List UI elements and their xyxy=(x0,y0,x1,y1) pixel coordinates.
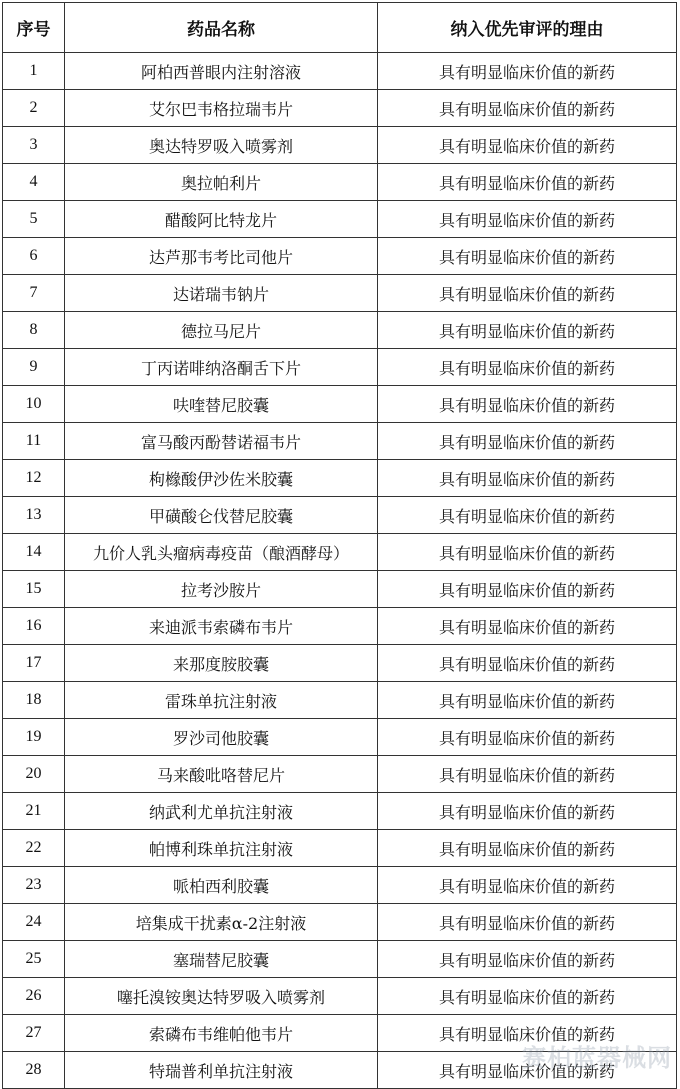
cell-priority-reason: 具有明显临床价值的新药 xyxy=(378,127,677,164)
table-row xyxy=(3,978,677,1015)
cell-drug-name: 呋喹替尼胶囊 xyxy=(65,386,378,423)
cell-serial-number: 5 xyxy=(3,201,65,238)
cell-serial-number: 24 xyxy=(3,904,65,941)
table-row xyxy=(3,571,677,608)
cell-serial-number: 16 xyxy=(3,608,65,645)
cell-priority-reason: 具有明显临床价值的新药 xyxy=(378,164,677,201)
table-row xyxy=(3,201,677,238)
cell-drug-name: 帕博利珠单抗注射液 xyxy=(65,830,378,867)
cell-serial-number: 3 xyxy=(3,127,65,164)
header-priority-reason: 纳入优先审评的理由 xyxy=(378,3,677,53)
table-row xyxy=(3,312,677,349)
cell-drug-name: 马来酸吡咯替尼片 xyxy=(65,756,378,793)
cell-serial-number: 25 xyxy=(3,941,65,978)
table-row xyxy=(3,867,677,904)
table-row xyxy=(3,127,677,164)
cell-priority-reason: 具有明显临床价值的新药 xyxy=(378,238,677,275)
table-row xyxy=(3,1015,677,1052)
cell-priority-reason: 具有明显临床价值的新药 xyxy=(378,645,677,682)
cell-drug-name: 枸橼酸伊沙佐米胶囊 xyxy=(65,460,378,497)
cell-serial-number: 7 xyxy=(3,275,65,312)
table-row xyxy=(3,53,677,90)
cell-serial-number: 1 xyxy=(3,53,65,90)
cell-priority-reason: 具有明显临床价值的新药 xyxy=(378,534,677,571)
table-row xyxy=(3,534,677,571)
table-row xyxy=(3,904,677,941)
cell-serial-number: 17 xyxy=(3,645,65,682)
cell-drug-name: 拉考沙胺片 xyxy=(65,571,378,608)
cell-serial-number: 13 xyxy=(3,497,65,534)
cell-priority-reason: 具有明显临床价值的新药 xyxy=(378,571,677,608)
cell-priority-reason: 具有明显临床价值的新药 xyxy=(378,1052,677,1089)
cell-drug-name: 德拉马尼片 xyxy=(65,312,378,349)
cell-serial-number: 2 xyxy=(3,90,65,127)
drug-priority-table xyxy=(2,2,677,1089)
cell-drug-name: 阿柏西普眼内注射溶液 xyxy=(65,53,378,90)
table-row xyxy=(3,349,677,386)
table-row xyxy=(3,386,677,423)
table-row xyxy=(3,460,677,497)
cell-priority-reason: 具有明显临床价值的新药 xyxy=(378,423,677,460)
table-row xyxy=(3,830,677,867)
table-row xyxy=(3,497,677,534)
cell-drug-name: 特瑞普利单抗注射液 xyxy=(65,1052,378,1089)
cell-serial-number: 12 xyxy=(3,460,65,497)
cell-priority-reason: 具有明显临床价值的新药 xyxy=(378,682,677,719)
cell-priority-reason: 具有明显临床价值的新药 xyxy=(378,978,677,1015)
cell-serial-number: 26 xyxy=(3,978,65,1015)
cell-serial-number: 22 xyxy=(3,830,65,867)
watermark-text: 赛柏蓝器械网 xyxy=(522,1044,672,1072)
cell-priority-reason: 具有明显临床价值的新药 xyxy=(378,275,677,312)
cell-drug-name: 醋酸阿比特龙片 xyxy=(65,201,378,238)
cell-drug-name: 纳武利尤单抗注射液 xyxy=(65,793,378,830)
cell-priority-reason: 具有明显临床价值的新药 xyxy=(378,497,677,534)
cell-serial-number: 15 xyxy=(3,571,65,608)
header-serial-number: 序号 xyxy=(3,3,65,53)
cell-serial-number: 4 xyxy=(3,164,65,201)
header-drug-name: 药品名称 xyxy=(65,3,378,53)
table-row xyxy=(3,719,677,756)
table-row xyxy=(3,645,677,682)
cell-drug-name: 索磷布韦维帕他韦片 xyxy=(65,1015,378,1052)
cell-priority-reason: 具有明显临床价值的新药 xyxy=(378,201,677,238)
cell-priority-reason: 具有明显临床价值的新药 xyxy=(378,608,677,645)
cell-drug-name: 达芦那韦考比司他片 xyxy=(65,238,378,275)
table-header-row xyxy=(3,3,677,53)
cell-drug-name: 哌柏西利胶囊 xyxy=(65,867,378,904)
cell-drug-name: 来那度胺胶囊 xyxy=(65,645,378,682)
table-row xyxy=(3,941,677,978)
cell-drug-name: 来迪派韦索磷布韦片 xyxy=(65,608,378,645)
table-row xyxy=(3,275,677,312)
cell-priority-reason: 具有明显临床价值的新药 xyxy=(378,719,677,756)
cell-serial-number: 28 xyxy=(3,1052,65,1089)
table-row xyxy=(3,90,677,127)
cell-serial-number: 19 xyxy=(3,719,65,756)
cell-serial-number: 9 xyxy=(3,349,65,386)
cell-priority-reason: 具有明显临床价值的新药 xyxy=(378,460,677,497)
cell-drug-name: 艾尔巴韦格拉瑞韦片 xyxy=(65,90,378,127)
cell-priority-reason: 具有明显临床价值的新药 xyxy=(378,830,677,867)
cell-priority-reason: 具有明显临床价值的新药 xyxy=(378,312,677,349)
cell-priority-reason: 具有明显临床价值的新药 xyxy=(378,53,677,90)
cell-drug-name: 甲磺酸仑伐替尼胶囊 xyxy=(65,497,378,534)
cell-drug-name: 雷珠单抗注射液 xyxy=(65,682,378,719)
cell-serial-number: 8 xyxy=(3,312,65,349)
table-row xyxy=(3,682,677,719)
cell-drug-name: 奥达特罗吸入喷雾剂 xyxy=(65,127,378,164)
table-row xyxy=(3,164,677,201)
cell-priority-reason: 具有明显临床价值的新药 xyxy=(378,941,677,978)
cell-priority-reason: 具有明显临床价值的新药 xyxy=(378,90,677,127)
cell-drug-name: 富马酸丙酚替诺福韦片 xyxy=(65,423,378,460)
cell-priority-reason: 具有明显临床价值的新药 xyxy=(378,793,677,830)
cell-drug-name: 达诺瑞韦钠片 xyxy=(65,275,378,312)
table-row xyxy=(3,423,677,460)
cell-serial-number: 21 xyxy=(3,793,65,830)
table-body xyxy=(3,53,677,1089)
table-row xyxy=(3,793,677,830)
cell-drug-name: 培集成干扰素α-2注射液 xyxy=(65,904,378,941)
cell-priority-reason: 具有明显临床价值的新药 xyxy=(378,1015,677,1052)
cell-serial-number: 11 xyxy=(3,423,65,460)
table-row xyxy=(3,1052,677,1089)
cell-serial-number: 6 xyxy=(3,238,65,275)
cell-priority-reason: 具有明显临床价值的新药 xyxy=(378,386,677,423)
cell-serial-number: 18 xyxy=(3,682,65,719)
cell-drug-name: 丁丙诺啡纳洛酮舌下片 xyxy=(65,349,378,386)
table-row xyxy=(3,238,677,275)
cell-serial-number: 20 xyxy=(3,756,65,793)
cell-drug-name: 罗沙司他胶囊 xyxy=(65,719,378,756)
cell-priority-reason: 具有明显临床价值的新药 xyxy=(378,904,677,941)
cell-serial-number: 27 xyxy=(3,1015,65,1052)
cell-serial-number: 14 xyxy=(3,534,65,571)
table-row xyxy=(3,756,677,793)
cell-serial-number: 10 xyxy=(3,386,65,423)
table-row xyxy=(3,608,677,645)
cell-drug-name: 九价人乳头瘤病毒疫苗（酿酒酵母） xyxy=(65,534,378,571)
cell-priority-reason: 具有明显临床价值的新药 xyxy=(378,349,677,386)
cell-priority-reason: 具有明显临床价值的新药 xyxy=(378,756,677,793)
cell-priority-reason: 具有明显临床价值的新药 xyxy=(378,867,677,904)
cell-serial-number: 23 xyxy=(3,867,65,904)
cell-drug-name: 奥拉帕利片 xyxy=(65,164,378,201)
cell-drug-name: 塞瑞替尼胶囊 xyxy=(65,941,378,978)
cell-drug-name: 噻托溴铵奥达特罗吸入喷雾剂 xyxy=(65,978,378,1015)
